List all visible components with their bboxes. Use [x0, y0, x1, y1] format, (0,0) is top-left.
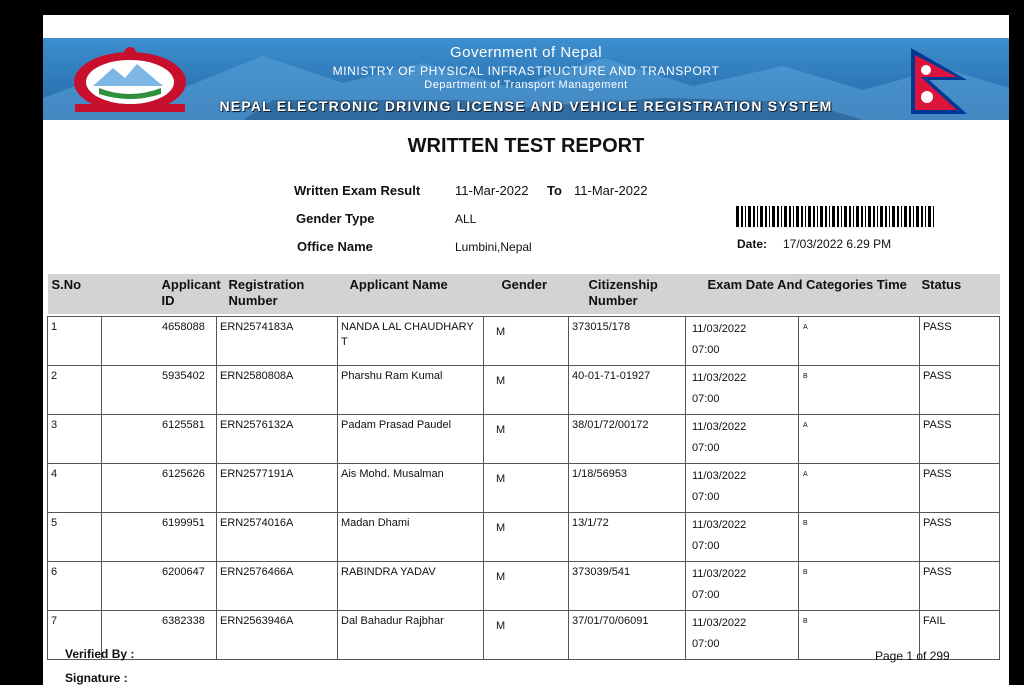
cell-category: B	[803, 569, 808, 576]
cell-exam	[686, 317, 920, 366]
cell-exam	[686, 513, 920, 562]
department-title: Department of Transport Management	[424, 79, 628, 91]
cell-applicant-id: 4658088	[102, 317, 217, 366]
cell-exam	[686, 464, 920, 513]
cell-exam-date: 11/03/2022	[692, 421, 747, 433]
header-status: Status	[920, 274, 1000, 314]
cell-registration-number: ERN2576132A	[217, 415, 338, 464]
ministry-title: MINISTRY OF PHYSICAL INFRASTRUCTURE AND TRANSPORT	[332, 64, 720, 78]
verified-by-label: Verified By :	[65, 647, 135, 661]
cell-citizenship: 1/18/56953	[569, 464, 686, 513]
cell-applicant-name: Pharshu Ram Kumal	[338, 366, 484, 415]
header-applicant-id: Applicant ID	[102, 274, 217, 314]
cell-applicant-name: NANDA LAL CHAUDHARY T	[338, 317, 484, 366]
cell-sno: 2	[48, 366, 102, 415]
header-exam-date: Exam Date And Categories Time	[686, 274, 920, 314]
cell-exam-date: 11/03/2022	[692, 568, 747, 580]
cell-applicant-name: Madan Dhami	[338, 513, 484, 562]
cell-exam-time: 07:00	[692, 393, 720, 405]
cell-gender: M	[484, 415, 569, 464]
header-banner	[43, 38, 1009, 120]
results-table	[47, 274, 1000, 660]
cell-gender: M	[484, 317, 569, 366]
barcode-icon	[736, 206, 934, 227]
office-label: Office Name	[297, 239, 373, 254]
table-row	[48, 513, 1000, 562]
cell-registration-number: ERN2574016A	[217, 513, 338, 562]
cell-exam-time: 07:00	[692, 638, 720, 650]
cell-gender: M	[484, 513, 569, 562]
results-body	[48, 314, 1000, 660]
table-header-row	[48, 274, 1000, 314]
header-sno: S.No	[48, 274, 102, 314]
table-row	[48, 464, 1000, 513]
cell-applicant-id: 6199951	[102, 513, 217, 562]
table-row	[48, 562, 1000, 611]
cell-exam	[686, 562, 920, 611]
to-label: To	[547, 183, 562, 198]
report-page	[43, 15, 1009, 685]
cell-exam-date: 11/03/2022	[692, 372, 747, 384]
cell-exam	[686, 415, 920, 464]
header-applicant-name: Applicant Name	[338, 274, 484, 314]
date-value: 17/03/2022 6.29 PM	[783, 237, 892, 251]
cell-registration-number: ERN2563946A	[217, 611, 338, 660]
cell-registration-number: ERN2577191A	[217, 464, 338, 513]
cell-applicant-id: 6125626	[102, 464, 217, 513]
page-number: Page 1 of 299	[875, 649, 950, 663]
cell-sno: 6	[48, 562, 102, 611]
cell-exam-date: 11/03/2022	[692, 519, 747, 531]
office-value: Lumbini,Nepal	[455, 240, 532, 254]
cell-registration-number: ERN2580808A	[217, 366, 338, 415]
header-citizenship-number: Citizenship Number	[569, 274, 686, 314]
cell-applicant-name: Dal Bahadur Rajbhar	[338, 611, 484, 660]
cell-exam-time: 07:00	[692, 344, 720, 356]
cell-applicant-name: Padam Prasad Paudel	[338, 415, 484, 464]
cell-exam	[686, 366, 920, 415]
cell-sno: 1	[48, 317, 102, 366]
cell-sno: 5	[48, 513, 102, 562]
gender-value: ALL	[455, 212, 477, 226]
government-title: Government of Nepal	[449, 44, 603, 61]
cell-gender: M	[484, 464, 569, 513]
cell-status: PASS	[920, 366, 1000, 415]
table-row	[48, 611, 1000, 660]
cell-citizenship: 40-01-71-01927	[569, 366, 686, 415]
cell-applicant-id: 6382338	[102, 611, 217, 660]
cell-sno: 3	[48, 415, 102, 464]
cell-exam-time: 07:00	[692, 589, 720, 601]
cell-exam-time: 07:00	[692, 442, 720, 454]
cell-status: FAIL	[920, 611, 1000, 660]
cell-gender: M	[484, 366, 569, 415]
cell-category: A	[803, 422, 808, 429]
cell-status: PASS	[920, 464, 1000, 513]
table-row	[48, 317, 1000, 366]
cell-registration-number: ERN2576466A	[217, 562, 338, 611]
cell-exam-time: 07:00	[692, 540, 720, 552]
cell-category: B	[803, 618, 808, 625]
system-title: NEPAL ELECTRONIC DRIVING LICENSE AND VEHICLE REGISTRATION SYSTEM	[219, 98, 833, 114]
cell-status: PASS	[920, 415, 1000, 464]
signature-label: Signature :	[65, 671, 128, 685]
cell-gender: M	[484, 562, 569, 611]
cell-status: PASS	[920, 513, 1000, 562]
table-row	[48, 415, 1000, 464]
cell-applicant-id: 5935402	[102, 366, 217, 415]
nepal-flag-icon	[905, 46, 975, 116]
cell-category: B	[803, 373, 808, 380]
cell-applicant-id: 6125581	[102, 415, 217, 464]
from-date: 11-Mar-2022	[455, 183, 529, 198]
header-registration-number: Registration Number	[217, 274, 338, 314]
to-date: 11-Mar-2022	[574, 183, 648, 198]
cell-registration-number: ERN2574183A	[217, 317, 338, 366]
cell-applicant-name: Ais Mohd. Musalman	[338, 464, 484, 513]
cell-sno: 7	[48, 611, 102, 660]
exam-result-label: Written Exam Result	[294, 183, 421, 198]
cell-applicant-id: 6200647	[102, 562, 217, 611]
table-row	[48, 366, 1000, 415]
cell-category: B	[803, 520, 808, 527]
cell-category: A	[803, 324, 808, 331]
cell-gender: M	[484, 611, 569, 660]
report-title: WRITTEN TEST REPORT	[407, 135, 645, 157]
cell-applicant-name: RABINDRA YADAV	[338, 562, 484, 611]
cell-status: PASS	[920, 562, 1000, 611]
cell-citizenship: 373015/178	[569, 317, 686, 366]
cell-citizenship: 373039/541	[569, 562, 686, 611]
header-gender: Gender	[484, 274, 569, 314]
cell-exam-date: 11/03/2022	[692, 617, 747, 629]
cell-citizenship: 38/01/72/00172	[569, 415, 686, 464]
cell-exam-time: 07:00	[692, 491, 720, 503]
date-label: Date:	[737, 237, 768, 251]
gender-label: Gender Type	[296, 211, 375, 226]
cell-citizenship: 13/1/72	[569, 513, 686, 562]
cell-status: PASS	[920, 317, 1000, 366]
cell-citizenship: 37/01/70/06091	[569, 611, 686, 660]
cell-exam-date: 11/03/2022	[692, 470, 747, 482]
cell-category: A	[803, 471, 808, 478]
cell-exam-date: 11/03/2022	[692, 323, 747, 335]
cell-sno: 4	[48, 464, 102, 513]
